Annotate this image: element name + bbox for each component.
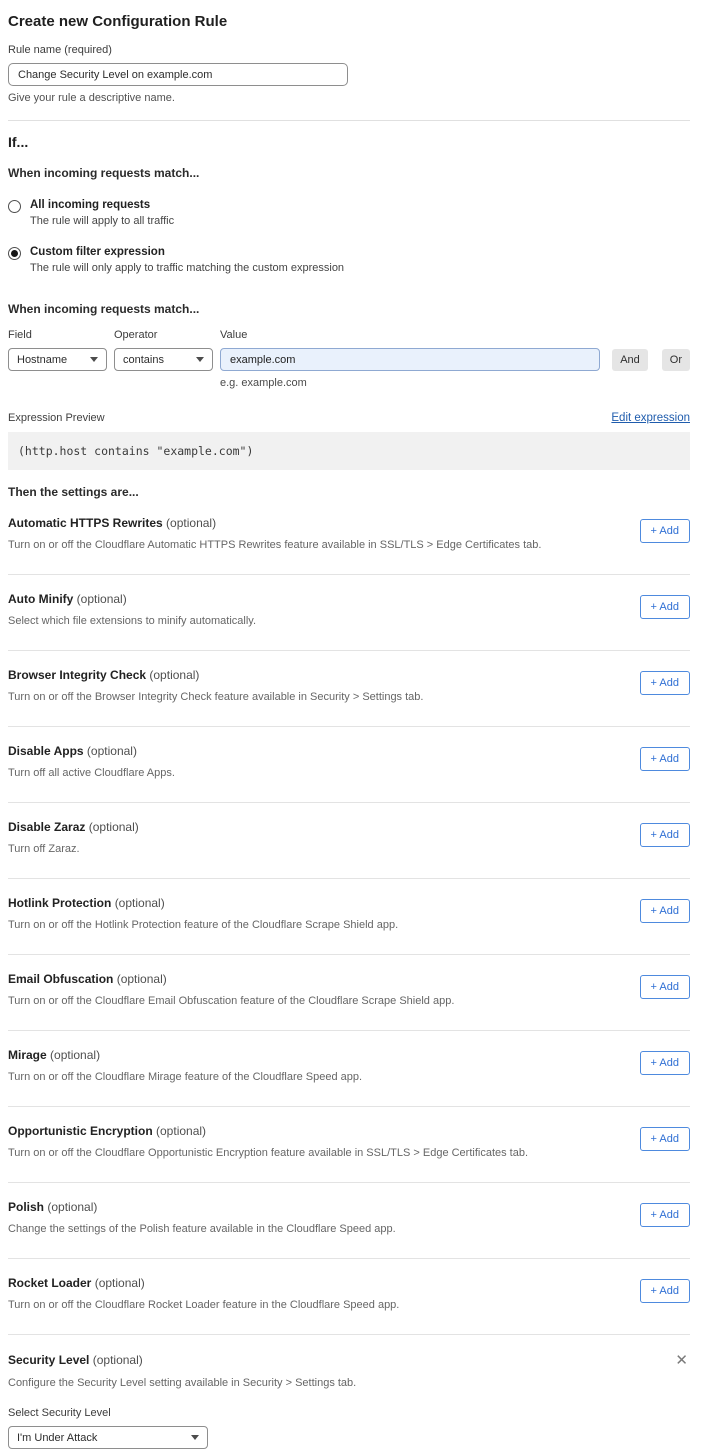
setting-row-disable-zaraz [8,803,690,879]
optional-tag: (optional) [116,972,167,986]
section-divider [8,120,690,121]
add-button[interactable]: + Add [640,1203,690,1227]
rule-name-input[interactable] [8,63,348,86]
operator-select-value: contains [123,353,164,366]
setting-title: Automatic HTTPS Rewrites (optional) [8,516,217,530]
or-button[interactable]: Or [662,349,690,371]
close-icon[interactable]: ✕ [675,1352,688,1369]
setting-row-auto-minify [8,575,690,651]
setting-row-disable-apps [8,727,690,803]
add-button[interactable]: + Add [640,1279,690,1303]
setting-description: Turn on or off the Cloudflare Rocket Loader feature in the Cloudflare Speed app. [8,1299,400,1311]
chevron-down-icon [196,357,204,362]
then-settings-heading: Then the settings are... [8,485,139,499]
radio-custom-filter-expression[interactable] [8,246,690,274]
rule-name-help: Give your rule a descriptive name. [8,92,175,104]
add-button[interactable]: + Add [640,1127,690,1151]
radio-label: All incoming requests [30,199,151,211]
setting-title: Browser Integrity Check (optional) [8,668,200,682]
add-button[interactable]: + Add [640,1051,690,1075]
field-select[interactable] [8,348,107,371]
setting-description: Change the settings of the Polish feature available in the Cloudflare Speed app. [8,1223,396,1235]
security-level-select[interactable] [8,1426,208,1449]
setting-title: Mirage (optional) [8,1048,101,1062]
setting-description: Turn on or off the Cloudflare Automatic HTTPS Rewrites feature available in SSL/TLS > Edge Certificates tab. [8,539,542,551]
setting-title: Hotlink Protection (optional) [8,896,165,910]
expression-builder [8,302,690,389]
setting-description: Turn on or off the Cloudflare Mirage feature of the Cloudflare Speed app. [8,1071,363,1083]
setting-description: Turn off Zaraz. [8,843,80,855]
radio-all-incoming-requests[interactable] [8,199,690,227]
setting-title: Opportunistic Encryption (optional) [8,1124,207,1138]
add-button[interactable]: + Add [640,595,690,619]
setting-row-email-obfuscation [8,955,690,1031]
security-level-description: Configure the Security Level setting available in Security > Settings tab. [8,1377,357,1389]
setting-description: Turn off all active Cloudflare Apps. [8,767,175,779]
setting-row-polish [8,1183,690,1259]
rule-name-label: Rule name (required) [8,44,112,56]
edit-expression-link[interactable]: Edit expression [611,412,690,424]
setting-title: Disable Apps (optional) [8,744,137,758]
optional-tag: (optional) [47,1200,98,1214]
add-button[interactable]: + Add [640,671,690,695]
radio-description: The rule will only apply to traffic matching the custom expression [30,262,345,274]
setting-row-automatic-https-rewrites [8,499,690,575]
setting-row-opportunistic-encryption [8,1107,690,1183]
add-button[interactable]: + Add [640,975,690,999]
optional-tag: (optional) [166,516,217,530]
setting-title: Auto Minify (optional) [8,592,127,606]
setting-description: Turn on or off the Browser Integrity Check feature available in Security > Settings tab. [8,691,424,703]
optional-tag: (optional) [94,1276,145,1290]
optional-tag: (optional) [76,592,127,606]
add-button[interactable]: + Add [640,519,690,543]
if-heading: If... [8,134,29,150]
setting-description: Turn on or off the Cloudflare Opportunistic Encryption feature available in SSL/TLS > Edge Certificates tab. [8,1147,529,1159]
operator-label: Operator [114,329,158,341]
add-button[interactable]: + Add [640,823,690,847]
setting-row-browser-integrity-check [8,651,690,727]
setting-description: Turn on or off the Hotlink Protection feature of the Cloudflare Scrape Shield app. [8,919,399,931]
security-level-select-value: I'm Under Attack [17,1431,98,1444]
optional-tag: (optional) [92,1353,143,1367]
expression-code: (http.host contains "example.com") [8,432,690,470]
radio-label: Custom filter expression [30,246,165,258]
setting-title: Polish (optional) [8,1200,98,1214]
optional-tag: (optional) [114,896,165,910]
setting-row-hotlink-protection [8,879,690,955]
add-button[interactable]: + Add [640,899,690,923]
setting-title: Email Obfuscation (optional) [8,972,167,986]
optional-tag: (optional) [156,1124,207,1138]
radio-selected-icon[interactable] [8,247,21,260]
incoming-requests-match-heading: When incoming requests match... [8,166,200,180]
radio-description: The rule will apply to all traffic [30,215,175,227]
radio-unselected-icon[interactable] [8,200,21,213]
setting-description: Turn on or off the Cloudflare Email Obfuscation feature of the Cloudflare Scrape Shield app. [8,995,455,1007]
value-label: Value [220,329,248,341]
value-hint: e.g. example.com [220,377,307,389]
and-button[interactable]: And [612,349,648,371]
security-level-title: Security Level (optional) [8,1353,143,1367]
chevron-down-icon [90,357,98,362]
optional-tag: (optional) [50,1048,101,1062]
setting-row-rocket-loader [8,1259,690,1335]
field-label: Field [8,329,32,341]
add-button[interactable]: + Add [640,747,690,771]
optional-tag: (optional) [86,744,137,758]
setting-title: Rocket Loader (optional) [8,1276,145,1290]
expression-preview-label: Expression Preview [8,412,105,424]
field-select-value: Hostname [17,353,68,366]
select-security-level-label: Select Security Level [8,1407,111,1419]
optional-tag: (optional) [149,668,200,682]
page-title: Create new Configuration Rule [8,13,228,30]
setting-row-mirage [8,1031,690,1107]
value-input[interactable] [220,348,600,371]
setting-description: Select which file extensions to minify automatically. [8,615,257,627]
operator-select[interactable] [114,348,213,371]
setting-title: Disable Zaraz (optional) [8,820,139,834]
expression-builder-heading: When incoming requests match... [8,302,200,316]
chevron-down-icon [191,1435,199,1440]
setting-row-security-level-expanded [8,1335,690,1449]
optional-tag: (optional) [88,820,139,834]
